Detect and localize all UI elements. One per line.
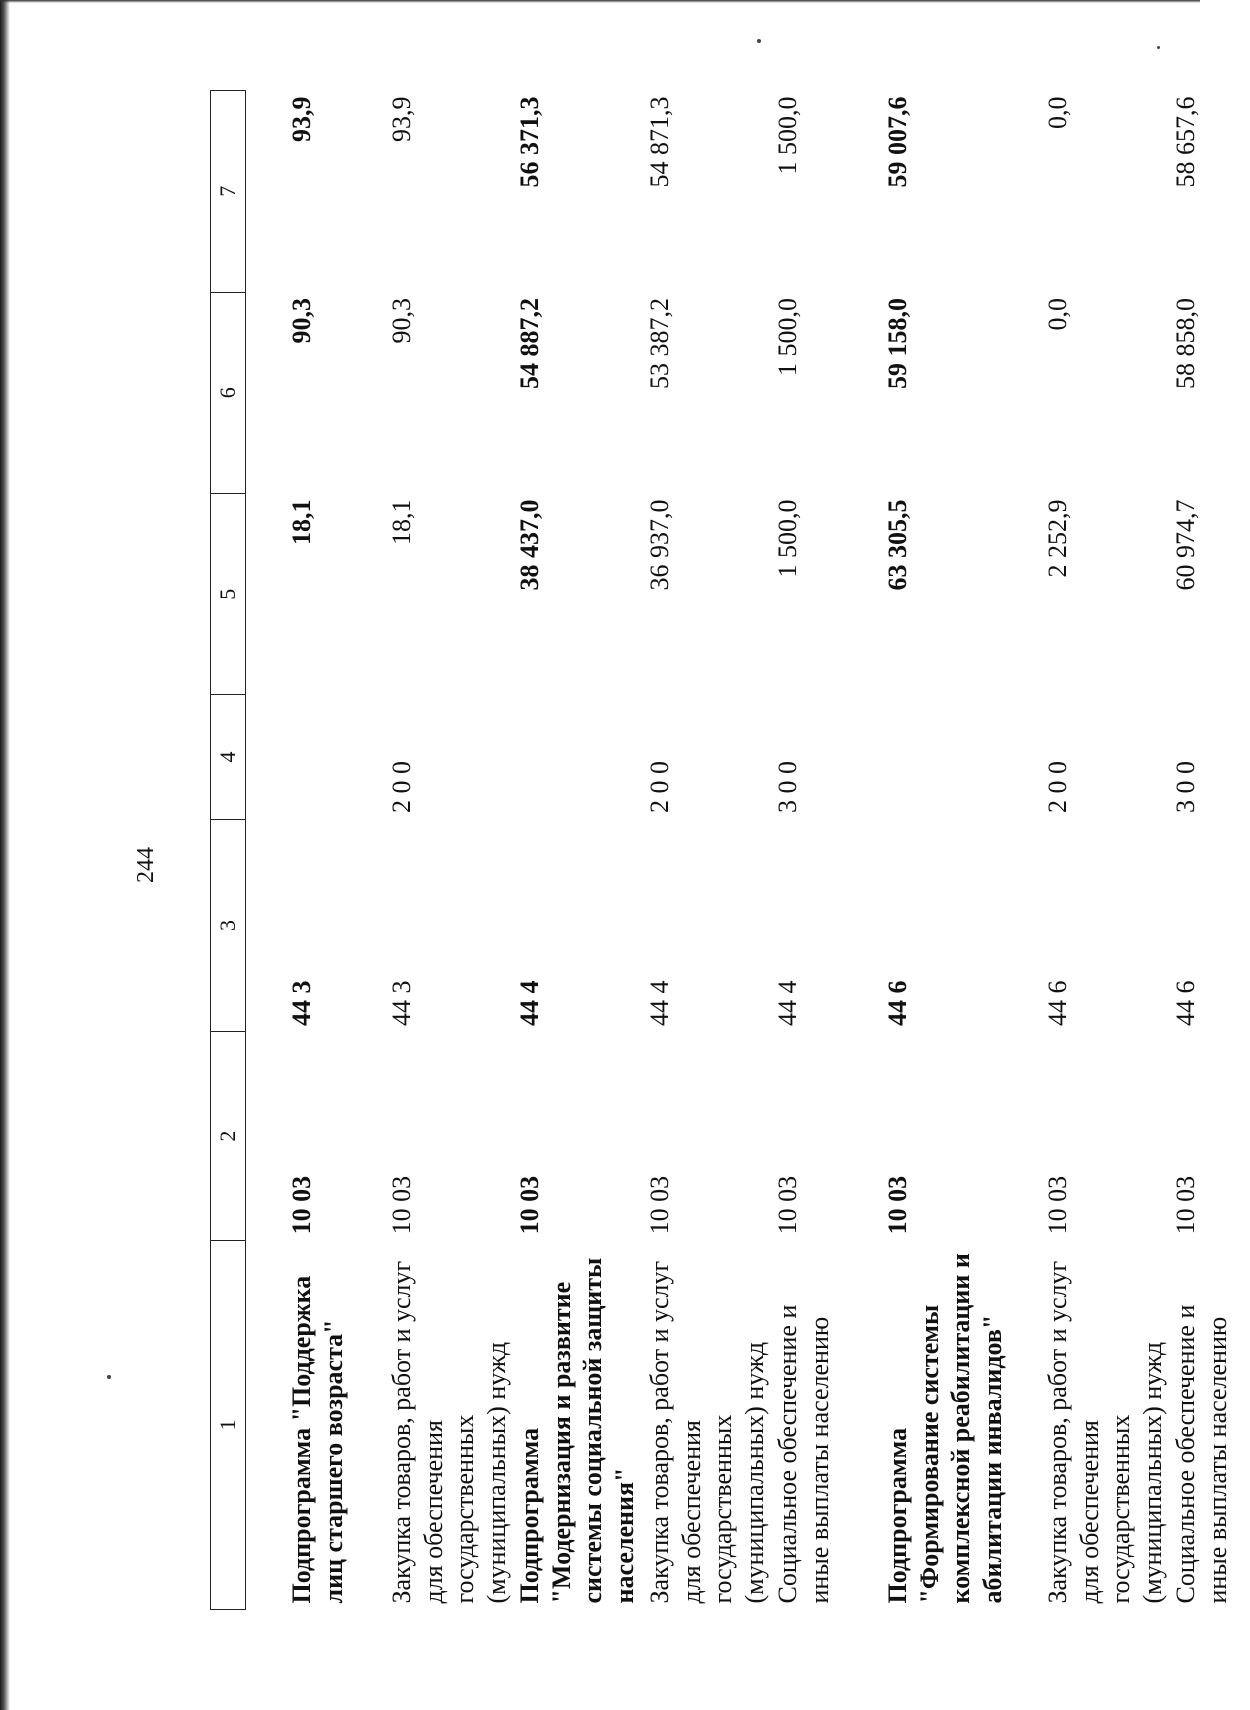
row-target-code: 44 3: [387, 980, 416, 1026]
table-row: [882, 91, 1042, 1610]
column-header: 6: [211, 292, 246, 493]
row-value-col5: 1 500,0: [773, 499, 802, 578]
row-section-code: 10 03: [1043, 1175, 1072, 1235]
scan-speck: [1157, 46, 1160, 49]
column-header: 2: [211, 1032, 246, 1240]
row-expense-type: 2 0 0: [387, 761, 416, 814]
row-value-col5: 2 252,9: [1043, 499, 1072, 578]
row-name: Подпрограмма "Поддержка лиц старшего возраста": [287, 1275, 348, 1604]
row-expense-type: 2 0 0: [1043, 761, 1072, 814]
table-row: [386, 91, 514, 1610]
row-value-col6: 1 500,0: [773, 298, 802, 377]
column-header: 3: [211, 819, 246, 1032]
row-value-col6: 90,3: [287, 298, 316, 344]
row-expense-type: 3 0 0: [1171, 761, 1200, 814]
row-section-code: 10 03: [773, 1175, 802, 1235]
row-value-col7: 1 500,0: [773, 96, 802, 175]
column-header: 4: [211, 695, 246, 819]
row-value-col5: 18,1: [287, 499, 316, 546]
row-value-col5: 36 937,0: [645, 499, 674, 591]
rotated-page: [100, 90, 1232, 1610]
row-value-col5: 63 305,5: [883, 499, 912, 591]
row-expense-type: [246, 695, 387, 819]
row-value-col6: 59 158,0: [883, 298, 912, 390]
row-target-code: 44 4: [645, 980, 674, 1026]
row-name: Социальное обеспечение и иные выплаты населению: [773, 1304, 834, 1604]
row-value-col6: 53 387,2: [645, 298, 674, 390]
row-value-col6: 90,3: [387, 298, 416, 344]
scan-top-shadow: [0, 0, 1200, 3]
table-header-row: [211, 91, 246, 1610]
row-value-col6: 58 858,0: [1171, 298, 1200, 390]
row-expense-type: 3 0 0: [773, 761, 802, 814]
row-section-code: 10 03: [515, 1175, 544, 1235]
row-expense-type: 2 0 0: [645, 761, 674, 814]
scan-speck: [757, 39, 761, 43]
row-value-col6: 0,0: [1043, 298, 1072, 331]
row-name: Подпрограмма "Модернизация и развитие системы социальной защиты населения": [515, 1257, 640, 1604]
row-value-col5: 18,1: [387, 499, 416, 546]
row-value-col5: 60 974,7: [1171, 499, 1200, 591]
row-value-col7: 0,0: [1043, 96, 1072, 129]
row-name: Подпрограмма "Формирование системы комплексной реабилитации и абилитации инвалидов": [883, 1253, 1008, 1604]
column-header: 7: [211, 91, 246, 293]
row-name: Закупка товаров, работ и услуг для обеспечения государственных (муниципальных) нужд: [645, 1260, 770, 1604]
row-name: Закупка товаров, работ и услуг для обеспечения государственных (муниципальных) нужд: [387, 1260, 512, 1604]
row-expense-type: [882, 695, 1042, 819]
table-row: [644, 91, 772, 1610]
row-section-code: 10 03: [387, 1175, 416, 1235]
table-row: [1170, 91, 1250, 1610]
table-row: [1042, 91, 1170, 1610]
row-target-code: 44 3: [287, 980, 316, 1026]
row-section-code: 10 03: [1171, 1175, 1200, 1235]
row-section-code: 10 03: [287, 1175, 316, 1235]
budget-table: [210, 90, 1250, 1610]
row-name: Социальное обеспечение и иные выплаты населению: [1171, 1304, 1232, 1604]
column-header: 1: [211, 1240, 246, 1609]
row-target-code: 44 6: [1043, 980, 1072, 1026]
table-row: [246, 91, 387, 1610]
row-expense-type: [514, 695, 644, 819]
table-row: [772, 91, 882, 1610]
row-value-col5: 38 437,0: [515, 499, 544, 591]
row-target-code: 44 6: [883, 980, 912, 1026]
page-number: 244: [133, 847, 159, 883]
row-section-code: 10 03: [645, 1175, 674, 1235]
column-header: 5: [211, 494, 246, 695]
row-section-code: 10 03: [883, 1175, 912, 1235]
row-value-col7: 56 371,3: [515, 96, 544, 188]
scan-edge-shadow: [0, 0, 10, 1710]
row-target-code: 44 6: [1171, 980, 1200, 1026]
row-target-code: 44 4: [515, 980, 544, 1026]
row-value-col7: 58 657,6: [1171, 96, 1200, 188]
row-value-col7: 59 007,6: [883, 96, 912, 188]
table-row: [514, 91, 644, 1610]
row-value-col7: 54 871,3: [645, 96, 674, 188]
row-value-col6: 54 887,2: [515, 298, 544, 390]
row-value-col7: 93,9: [287, 96, 316, 142]
row-name: Закупка товаров, работ и услуг для обеспечения государственных (муниципальных) нужд: [1043, 1260, 1168, 1604]
row-target-code: 44 4: [773, 980, 802, 1026]
row-value-col7: 93,9: [387, 96, 416, 142]
